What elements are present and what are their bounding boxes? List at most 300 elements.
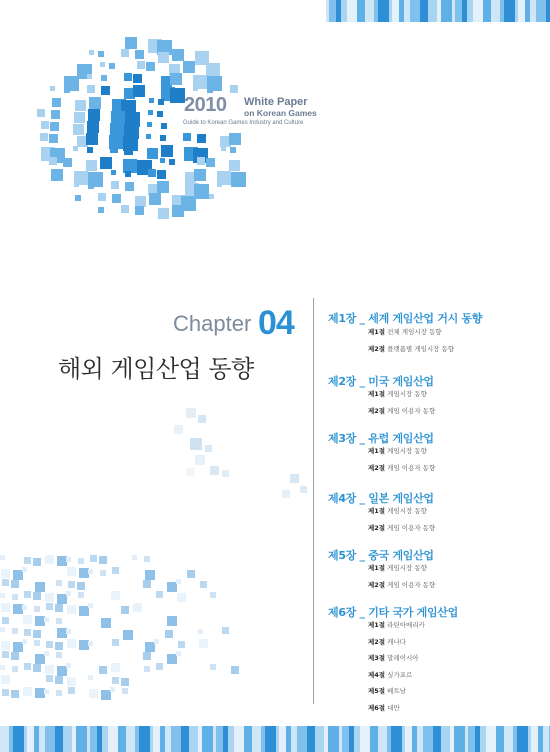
toc-section-item (368, 637, 406, 646)
toc-section-item (368, 406, 435, 415)
decorative-square (1, 675, 10, 684)
decorative-square (222, 627, 229, 634)
toc-section-text: 캐나다 (385, 637, 406, 646)
decorative-square (156, 591, 163, 598)
decorative-square (147, 122, 152, 127)
decorative-square (67, 605, 76, 614)
toc-section-number: 제6절 (368, 703, 386, 712)
decorative-square (147, 148, 158, 159)
decorative-square (2, 579, 9, 586)
toc-section-item (368, 327, 442, 336)
stripe-bar (504, 0, 515, 22)
decorative-square (77, 582, 85, 590)
toc-section-text: 말레이시아 (385, 654, 419, 662)
decorative-square (231, 172, 246, 187)
stripe-bar (491, 0, 500, 22)
decorative-square (52, 98, 61, 107)
stripe-bar (405, 726, 412, 752)
decorative-square (12, 628, 18, 634)
decorative-square (100, 157, 112, 169)
decorative-square (174, 425, 183, 434)
stripe-bar (428, 0, 437, 22)
decorative-square (199, 639, 208, 648)
decorative-square (143, 652, 151, 660)
decorative-square (198, 629, 203, 634)
decorative-square (98, 193, 106, 201)
decorative-square (143, 580, 151, 588)
decorative-square (111, 591, 120, 600)
stripe-bar (342, 726, 349, 752)
decorative-square (186, 408, 196, 418)
toc-section-number: 제2절 (368, 523, 386, 532)
decorative-square (161, 145, 173, 157)
decorative-square (56, 618, 62, 624)
stripe-bar (244, 726, 252, 752)
decorative-square (88, 183, 94, 189)
logo-title-line1: White Paper (244, 96, 308, 108)
decorative-square (33, 664, 41, 672)
decorative-square (0, 665, 5, 670)
decorative-square (41, 121, 49, 129)
decorative-square (100, 570, 106, 576)
decorative-square (112, 567, 119, 574)
stripe-bar (13, 726, 24, 752)
decorative-square (121, 205, 129, 213)
stripe-bar (252, 726, 261, 752)
toc-section-number: 제2절 (368, 463, 386, 472)
toc-section-item (368, 686, 406, 695)
decorative-square (121, 606, 129, 614)
decorative-square (101, 86, 110, 95)
decorative-square (44, 651, 49, 656)
decorative-square (165, 630, 173, 638)
decorative-square (193, 86, 198, 91)
decorative-square (101, 618, 111, 628)
toc-section-number: 제1절 (368, 507, 386, 515)
toc-section-item (368, 620, 425, 629)
decorative-square (197, 134, 206, 143)
decorative-square (73, 124, 84, 135)
decorative-square (50, 122, 59, 131)
decorative-square (183, 61, 195, 73)
stripe-bar (45, 726, 55, 752)
stripe-bar (347, 0, 357, 22)
stripe-bar (496, 726, 504, 752)
stripe-bar (189, 726, 198, 752)
decorative-square (24, 591, 31, 598)
toc-section-number: 제1절 (368, 621, 386, 629)
stripe-bar (171, 726, 181, 752)
toc-section-text: 게임 이용자 동향 (385, 463, 436, 472)
decorative-square (12, 594, 18, 600)
decorative-square (200, 581, 207, 588)
decorative-square (33, 630, 41, 638)
decorative-square (55, 642, 63, 650)
decorative-square (112, 677, 119, 684)
decorative-square (33, 558, 41, 566)
toc-section-text: 게임 이용자 동향 (385, 406, 436, 415)
decorative-square (133, 85, 145, 97)
decorative-square (158, 208, 169, 219)
decorative-square (194, 184, 209, 199)
stripe-bar (410, 0, 420, 22)
decorative-square (157, 111, 163, 117)
stripe-bar (378, 726, 387, 752)
decorative-square (167, 616, 177, 626)
decorative-square (144, 556, 150, 562)
decorative-square (1, 641, 10, 650)
decorative-square (1, 603, 10, 612)
decorative-square (230, 147, 236, 153)
decorative-square (148, 169, 156, 177)
decorative-square (133, 74, 142, 83)
decorative-square (190, 438, 202, 450)
decorative-square (149, 193, 161, 205)
toc-section-number: 제2절 (368, 344, 386, 353)
decorative-square (74, 112, 85, 123)
decorative-square (135, 206, 144, 215)
toc-chapter-title: 제1장 _ 세계 게임산업 거시 동향 (328, 312, 483, 325)
decorative-square (125, 37, 137, 49)
decorative-square (146, 134, 151, 139)
decorative-square (12, 666, 18, 672)
decorative-square (44, 689, 49, 694)
decorative-square (178, 641, 185, 648)
decorative-square (23, 615, 32, 624)
toc-section-item (368, 389, 427, 398)
stripe-bar (202, 726, 213, 752)
decorative-square (2, 617, 9, 624)
decorative-square (34, 640, 40, 646)
stripe-bar (455, 0, 462, 22)
toc-section-number: 제2절 (368, 580, 386, 589)
stripe-bar (365, 0, 374, 22)
decorative-square (217, 182, 222, 187)
decorative-square (186, 468, 194, 476)
chapter-number: 04 (258, 304, 294, 342)
stripe-bar (329, 0, 336, 22)
decorative-square (55, 676, 63, 684)
decorative-square (88, 641, 93, 646)
decorative-square (172, 49, 184, 61)
decorative-square (111, 170, 116, 175)
decorative-square (88, 569, 93, 574)
decorative-square (44, 617, 49, 622)
decorative-square (45, 665, 54, 674)
toc-section-item (368, 670, 412, 679)
decorative-square (161, 123, 167, 129)
decorative-square (88, 109, 100, 121)
stripe-bar (315, 726, 324, 752)
decorative-square (22, 567, 27, 572)
stripe-bar (181, 726, 189, 752)
stripe-bar (392, 0, 399, 22)
decorative-square (56, 580, 62, 586)
toc-chapter-title: 제4장 _ 일본 게임산업 (328, 492, 434, 505)
decorative-square (88, 675, 93, 680)
decorative-square (135, 50, 144, 59)
toc-section-number: 제4절 (368, 670, 386, 679)
toc-divider (313, 298, 314, 704)
decorative-square (109, 63, 115, 69)
decorative-square (46, 603, 53, 610)
stripe-bar (546, 0, 550, 22)
decorative-square (121, 678, 129, 686)
decorative-square (66, 591, 71, 596)
decorative-square (37, 109, 45, 117)
decorative-square (89, 50, 94, 55)
decorative-square (111, 663, 120, 672)
decorative-square (149, 98, 154, 103)
decorative-square (112, 639, 119, 646)
stripe-bar (423, 726, 433, 752)
toc-section-number: 제5절 (368, 687, 386, 695)
decorative-square (66, 557, 71, 562)
decorative-square (195, 455, 205, 465)
stripe-bar (504, 726, 513, 752)
decorative-square (0, 593, 5, 598)
decorative-square (210, 466, 219, 475)
stripe-bar (63, 726, 72, 752)
decorative-square (172, 205, 184, 217)
decorative-square (56, 690, 62, 696)
decorative-square (51, 110, 60, 119)
toc-section-item (368, 446, 427, 455)
stripe-bar (328, 726, 339, 752)
decorative-square (198, 415, 206, 423)
decorative-square (148, 110, 153, 115)
toc-section-text: 대만 (385, 703, 400, 712)
stripe-bar (216, 726, 223, 752)
decorative-square (87, 85, 95, 93)
decorative-square (125, 171, 131, 177)
toc-chapter-title: 제3장 _ 유럽 게임산업 (328, 432, 434, 445)
toc-section-number: 제1절 (368, 390, 386, 398)
decorative-square (63, 158, 72, 167)
toc-chapter-title: 제5장 _ 중국 게임산업 (328, 549, 434, 562)
decorative-square (99, 556, 107, 564)
toc-section-item (368, 563, 427, 572)
decorative-square (2, 651, 9, 658)
decorative-square (0, 627, 5, 632)
decorative-square (124, 146, 133, 155)
decorative-square (205, 445, 212, 452)
decorative-square (11, 652, 19, 660)
toc-section-text: 게임시장 동향 (385, 507, 427, 515)
decorative-square (51, 169, 63, 181)
decorative-square (206, 158, 215, 167)
decorative-square (101, 75, 107, 81)
stripe-bar (76, 726, 87, 752)
toc-section-text: 게임시장 동향 (385, 447, 427, 455)
toc-section-item (368, 463, 435, 472)
stripe-bar (441, 0, 452, 22)
stripe-bar (531, 726, 538, 752)
stripe-bar (473, 0, 483, 22)
toc-section-number: 제1절 (368, 328, 386, 336)
decorative-square (67, 639, 76, 648)
decorative-square (194, 169, 206, 181)
stripe-bar (378, 0, 389, 22)
decorative-square (110, 145, 118, 153)
decorative-square (11, 690, 19, 698)
decorative-square (78, 592, 84, 598)
toc-section-text: 게임시장 동향 (385, 390, 427, 398)
decorative-square (290, 474, 299, 483)
stripe-bar (441, 726, 450, 752)
decorative-square (87, 147, 93, 153)
stripe-bar (433, 726, 441, 752)
logo-subtitle: Guide to Korean Games Industry and Culture (183, 120, 304, 126)
toc-section-item (368, 344, 454, 353)
decorative-square (24, 629, 31, 636)
decorative-square (207, 87, 213, 93)
decorative-square (210, 592, 216, 598)
toc-section-text: 플랫폼별 게임시장 동향 (385, 344, 455, 353)
toc-section-text: 게임 이용자 동향 (385, 523, 436, 532)
logo-year: 2010 (184, 94, 227, 116)
decorative-square (64, 87, 70, 93)
decorative-square (132, 555, 137, 560)
decorative-square (209, 194, 214, 199)
toc-chapter-title: 제2장 _ 미국 게임산업 (328, 375, 434, 388)
chapter-title: 해외 게임산업 동향 (58, 355, 254, 383)
decorative-square (24, 663, 31, 670)
stripe-bar (370, 726, 378, 752)
decorative-square (229, 160, 240, 171)
decorative-square (176, 579, 181, 584)
decorative-square (230, 85, 238, 93)
stripe-bar (90, 726, 97, 752)
toc-section-item (368, 580, 435, 589)
decorative-square (145, 570, 155, 580)
decorative-square (49, 134, 58, 143)
decorative-square (1, 569, 10, 578)
decorative-square (121, 49, 129, 57)
decorative-square (176, 651, 181, 656)
logo-title-line2: on Korean Games (244, 108, 317, 118)
decorative-square (22, 605, 27, 610)
decorative-square (33, 592, 41, 600)
stripe-bar (153, 726, 160, 752)
decorative-square (122, 688, 128, 694)
decorative-square (183, 133, 191, 141)
stripe-bar (126, 726, 135, 752)
toc-section-item (368, 653, 419, 662)
stripe-bar (139, 726, 150, 752)
decorative-square (137, 61, 145, 69)
decorative-square (110, 687, 115, 692)
decorative-square (66, 663, 71, 668)
toc-section-text: 게임시장 동향 (385, 564, 427, 572)
toc-section-number: 제2절 (368, 406, 386, 415)
decorative-square (124, 73, 132, 81)
decorative-square (68, 687, 75, 694)
decorative-square (66, 629, 71, 634)
decorative-square (160, 135, 166, 141)
decorative-square (160, 158, 165, 163)
decorative-square (55, 604, 63, 612)
decorative-square (146, 62, 155, 71)
stripe-bar (279, 726, 286, 752)
stripe-bar (234, 726, 244, 752)
stripe-bar (307, 726, 315, 752)
decorative-square (99, 666, 107, 674)
toc-section-text: 싱가포르 (385, 670, 413, 679)
stripe-bar (360, 726, 370, 752)
toc-section-item (368, 506, 427, 515)
decorative-square (34, 606, 40, 612)
decorative-square (98, 207, 104, 213)
decorative-square (74, 182, 79, 187)
stripe-bar (357, 0, 365, 22)
toc-section-text: 게임 이용자 동향 (385, 580, 436, 589)
decorative-square (49, 157, 57, 165)
top-decorative-stripes (0, 0, 550, 22)
decorative-square (23, 687, 32, 696)
decorative-square (133, 603, 142, 612)
decorative-square (177, 593, 186, 602)
decorative-square (56, 652, 62, 658)
decorative-square (169, 159, 175, 165)
stripe-bar (108, 726, 118, 752)
decorative-square (78, 558, 84, 564)
toc-section-number: 제1절 (368, 447, 386, 455)
decorative-square (154, 639, 159, 644)
stripe-bar (468, 726, 475, 752)
toc-section-item (368, 703, 400, 712)
decorative-square (222, 470, 229, 477)
decorative-square (206, 63, 220, 77)
decorative-square (112, 194, 121, 203)
stripe-bar (0, 726, 9, 752)
stripe-bar (118, 726, 126, 752)
decorative-square (187, 570, 195, 578)
stripe-bar (536, 0, 546, 22)
decorative-square (144, 666, 150, 672)
decorative-square (45, 593, 54, 602)
decorative-square (157, 181, 169, 193)
decorative-square (0, 555, 5, 560)
stripe-bar (420, 0, 428, 22)
stripe-bar (518, 0, 525, 22)
decorative-square (75, 195, 81, 201)
toc-section-text: 전체 게임시장 동향 (385, 328, 442, 336)
decorative-square (111, 181, 119, 189)
decorative-square (157, 170, 166, 179)
toc-section-text: 라틴아메리카 (385, 621, 425, 629)
decorative-square (98, 51, 104, 57)
toc-section-number: 제1절 (368, 564, 386, 572)
decorative-square (67, 567, 76, 576)
stripe-bar (27, 726, 34, 752)
decorative-square (46, 675, 53, 682)
decorative-square (282, 490, 290, 498)
decorative-square (2, 689, 9, 696)
stripe-bar (517, 726, 528, 752)
decorative-square (73, 146, 78, 151)
decorative-square (170, 88, 185, 103)
decorative-square (123, 630, 133, 640)
toc-section-text: 베트남 (385, 687, 406, 695)
stripe-bar (265, 726, 276, 752)
bottom-decorative-stripes (0, 726, 550, 752)
decorative-square (229, 133, 241, 145)
toc-section-number: 제2절 (368, 637, 386, 646)
decorative-square (24, 557, 31, 564)
decorative-square (87, 74, 92, 79)
decorative-square (89, 97, 101, 109)
